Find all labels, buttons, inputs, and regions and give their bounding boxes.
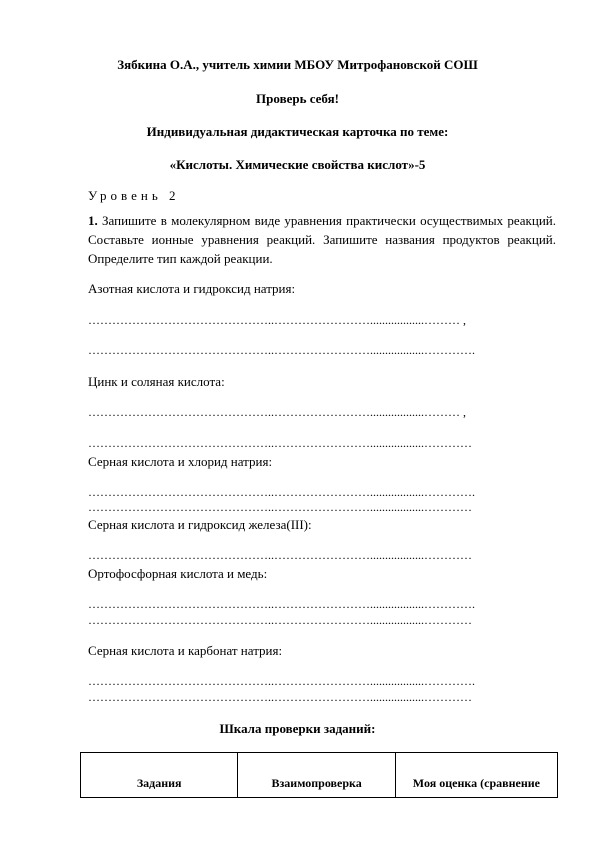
task-number: 1. [88, 213, 98, 228]
task-text: Запишите в молекулярном виде уравнения практически осуществимых реакций. Составьте ионные уравнения реакций. Запишите названия продуктов реакций. Определите тип каждой реакции. [88, 213, 556, 266]
reaction-label: Серная кислота и хлорид натрия: [88, 454, 273, 469]
reaction-label: Азотная кислота и гидроксид натрия: [88, 281, 296, 296]
answer-line[interactable]: ………………………………………..……………………..................………… [88, 548, 472, 562]
column-header-my-grade: Моя оценка (сравнение [395, 753, 557, 798]
reaction-label: Серная кислота и гидроксид железа(III): [88, 517, 312, 532]
answer-line[interactable]: ………………………………………..……………………..................………… [88, 690, 472, 704]
answer-line[interactable]: ………………………………………..……………………..................…………. [88, 485, 475, 499]
answer-line[interactable]: ………………………………………..……………………..................……… , [88, 405, 466, 419]
answer-line[interactable]: ………………………………………..……………………..................………… [88, 613, 472, 627]
column-header-peer-review: Взаимопроверка [238, 753, 395, 798]
column-header-tasks: Задания [81, 753, 238, 798]
grading-table [80, 752, 558, 798]
table-header-row [81, 753, 558, 798]
check-yourself-title: Проверь себя! [256, 91, 339, 106]
answer-line[interactable]: ………………………………………..……………………..................…………. [88, 674, 475, 688]
level-label: Уровень 2 [88, 188, 180, 203]
topic-heading: Индивидуальная дидактическая карточка по теме: [146, 124, 449, 139]
answer-line[interactable]: ………………………………………..……………………..................………… [88, 436, 472, 450]
reaction-label: Ортофосфорная кислота и медь: [88, 566, 268, 581]
author-line: Зябкина О.А., учитель химии МБОУ Митрофановской СОШ [117, 57, 478, 72]
reaction-label: Цинк и соляная кислота: [88, 374, 225, 389]
answer-line[interactable]: ………………………………………..……………………..................…………. [88, 597, 475, 611]
answer-line[interactable]: ………………………………………..……………………..................………… [88, 500, 472, 514]
reaction-label: Серная кислота и карбонат натрия: [88, 643, 283, 658]
topic-name: «Кислоты. Химические свойства кислот»-5 [169, 157, 426, 172]
answer-line[interactable]: ………………………………………..……………………..................……… , [88, 313, 466, 327]
grading-scale-title: Шкала проверки заданий: [219, 721, 376, 736]
answer-line[interactable]: ………………………………………..……………………..................…………. [88, 343, 475, 357]
task-instructions [88, 211, 556, 268]
